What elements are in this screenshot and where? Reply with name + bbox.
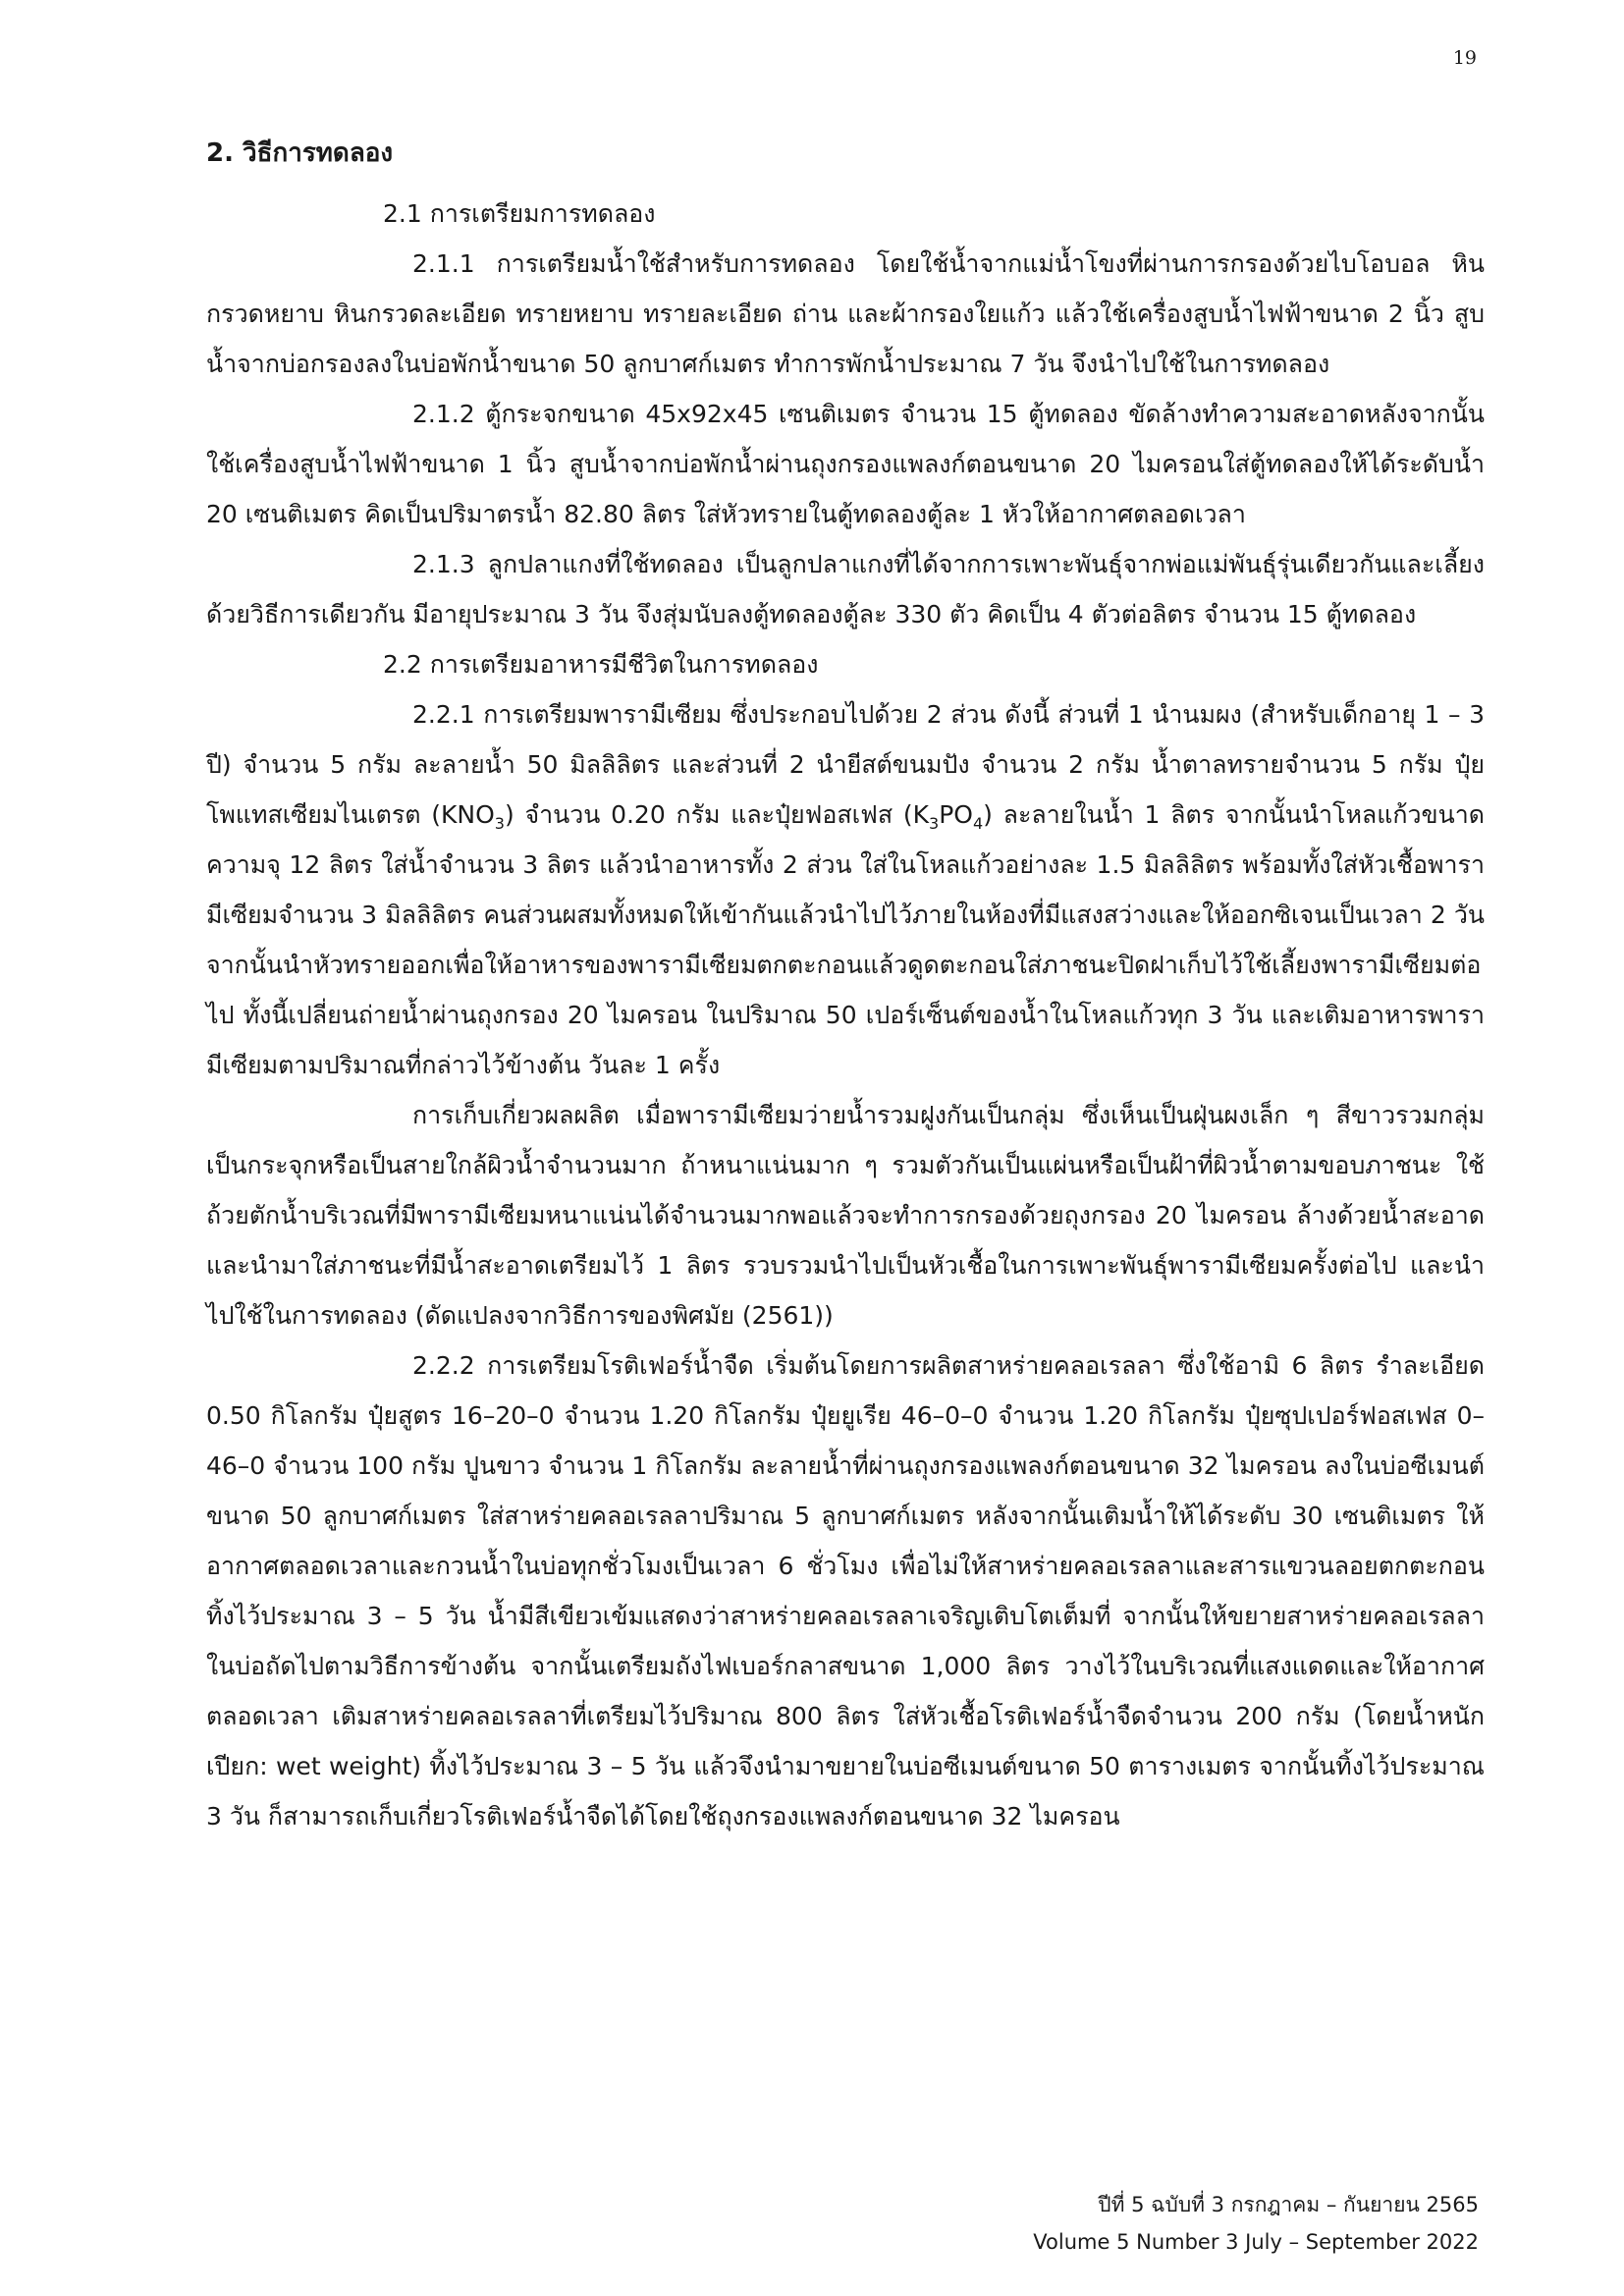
subsection-2-1-title: 2.1 การเตรียมการทดลอง xyxy=(383,198,656,228)
footer-english: Volume 5 Number 3 July – September 2022 xyxy=(1033,2230,1479,2254)
subscript-kno3: 3 xyxy=(494,813,505,833)
subscript-k3: 3 xyxy=(929,813,940,833)
paragraph-2-2-1-part-b: ) จำนวน 0.20 กรัม และปุ๋ยฟอสเฟส (K xyxy=(504,799,929,829)
paragraph-2-2-2: 2.2.2 การเตรียมโรติเฟอร์น้ำจืด เริ่มต้นโดยการผลิตสาหร่ายคลอเรลลา ซึ่งใช้อามิ 6 ลิตร รำละเอียด 0.50 กิโลกรัม ปุ๋ยสูตร 16–20–0 จำนวน 1.20 กิโลกรัม ปุ๋ยยูเรีย 46–0–0 จำนวน 1.20 กิโลกรัม ปุ๋ยซุปเปอร์ฟอสเฟส 0–46–0 จำนวน 100 กรัม ปูนขาว จำนวน 1 กิโลกรัม ละลายน้ำที่ผ่านถุงกรองแพลงก์ตอนขนาด 32 ไมครอน ลงในบ่อซีเมนต์ขนาด 50 ลูกบาศก์เมตร ใส่สาหร่ายคลอเรลลาปริมาณ 5 ลูกบาศก์เมตร หลังจากนั้นเติมน้ำให้ได้ระดับ 30 เซนติเมตร ให้อากาศตลอดเวลาและกวนน้ำในบ่อทุกชั่วโมงเป็นเวลา 6 ชั่วโมง เพื่อไม่ให้สาหร่ายคลอเรลลาและสารแขวนลอยตกตะกอน ทิ้งไว้ประมาณ 3 – 5 วัน น้ำมีสีเขียวเข้มแสดงว่าสาหร่ายคลอเรลลาเจริญเติบโตเต็มที่ จากนั้นให้ขยายสาหร่ายคลอเรลลาในบ่อถัดไปตามวิธีการข้างต้น จากนั้นเตรียมถังไฟเบอร์กลาสขนาด 1,000 ลิตร วางไว้ในบริเวณที่แสงแดดและให้อากาศตลอดเวลา เติมสาหร่ายคลอเรลลาที่เตรียมไว้ปริมาณ 800 ลิตร ใส่หัวเชื้อโรติเฟอร์น้ำจืดจำนวน 200 กรัม (โดยน้ำหนักเปียก: wet weight) ทิ้งไว้ประมาณ 3 – 5 วัน แล้วจึงนำมาขยายในบ่อซีเมนต์ขนาด 50 ตารางเมตร จากนั้นทิ้งไว้ประมาณ 3 วัน ก็สามารถเก็บเกี่ยวโรติเฟอร์น้ำจืดได้โดยใช้ถุงกรองแพลงก์ตอนขนาด 32 ไมครอน xyxy=(206,1350,1485,1831)
subsection-2-2-title: 2.2 การเตรียมอาหารมีชีวิตในการทดลอง xyxy=(383,649,819,679)
journal-footer xyxy=(1033,2186,1479,2261)
paragraph-2-1-1: 2.1.1 การเตรียมน้ำใช้สำหรับการทดลอง โดยใช้น้ำจากแม่น้ำโขงที่ผ่านการกรองด้วยไบโอบอล หินกรวดหยาบ หินกรวดละเอียด ทรายหยาบ ทรายละเอียด ถ่าน และผ้ากรองใยแก้ว แล้วใช้เครื่องสูบน้ำไฟฟ้าขนาด 2 นิ้ว สูบน้ำจากบ่อกรองลงในบ่อพักน้ำขนาด 50 ลูกบาศก์เมตร ทำการพักน้ำประมาณ 7 วัน จึงนำไปใช้ในการทดลอง xyxy=(206,248,1485,378)
paragraph-2-2-1-part-a: 2.2.1 การเตรียมพารามีเซียม ซึ่งประกอบไปด้วย 2 ส่วน ดังนี้ ส่วนที่ 1 นำนมผง (สำหรับเด็กอายุ 1 – 3 ปี) จำนวน 5 กรัม ละลายน้ำ 50 มิลลิลิตร และส่วนที่ 2 นำยีสต์ขนมปัง จำนวน 2 กรัม น้ำตาลทรายจำนวน 5 กรัม ปุ๋ยโพแทสเซียมไนเตรต (KNO xyxy=(206,699,1485,829)
paragraph-2-1-2: 2.1.2 ตู้กระจกขนาด 45x92x45 เซนติเมตร จำนวน 15 ตู้ทดลอง ขัดล้างทำความสะอาดหลังจากนั้นใช้เครื่องสูบน้ำไฟฟ้าขนาด 1 นิ้ว สูบน้ำจากบ่อพักน้ำผ่านถุงกรองแพลงก์ตอนขนาด 20 ไมครอนใส่ตู้ทดลองให้ได้ระดับน้ำ 20 เซนติเมตร คิดเป็นปริมาตรน้ำ 82.80 ลิตร ใส่หัวทรายในตู้ทดลองตู้ละ 1 หัวให้อากาศตลอดเวลา xyxy=(206,399,1485,528)
paragraph-2-1-3: 2.1.3 ลูกปลาแกงที่ใช้ทดลอง เป็นลูกปลาแกงที่ได้จากการเพาะพันธุ์จากพ่อแม่พันธุ์รุ่นเดียวกันและเลี้ยงด้วยวิธีการเดียวกัน มีอายุประมาณ 3 วัน จึงสุ่มนับลงตู้ทดลองตู้ละ 330 ตัว คิดเป็น 4 ตัวต่อลิตร จำนวน 15 ตู้ทดลอง xyxy=(206,549,1485,629)
section-heading: 2. วิธีการทดลอง xyxy=(206,138,394,168)
paragraph-2-2-1-part-c: PO xyxy=(939,799,973,829)
paragraph-2-2-1-part-d: ) ละลายในน้ำ 1 ลิตร จากนั้นนำโหลแก้วขนาดความจุ 12 ลิตร ใส่น้ำจำนวน 3 ลิตร แล้วนำอาหารทั้ง 2 ส่วน ใส่ในโหลแก้วอย่างละ 1.5 มิลลิลิตร พร้อมทั้งใส่หัวเชื้อพารามีเซียมจำนวน 3 มิลลิลิตร คนส่วนผสมทั้งหมดให้เข้ากันแล้วนำไปไว้ภายในห้องที่มีแสงสว่างและให้ออกซิเจนเป็นเวลา 2 วัน จากนั้นนำหัวทรายออกเพื่อให้อาหารของพารามีเซียมตกตะกอนแล้วดูดตะกอนใส่ภาชนะปิดฝาเก็บไว้ใช้เลี้ยงพารามีเซียมต่อไป ทั้งนี้เปลี่ยนถ่ายน้ำผ่านถุงกรอง 20 ไมครอน ในปริมาณ 50 เปอร์เซ็นต์ของน้ำในโหลแก้วทุก 3 วัน และเติมอาหารพารามีเซียมตามปริมาณที่กล่าวไว้ข้างต้น วันละ 1 ครั้ง xyxy=(206,799,1485,1079)
paragraph-harvest: การเก็บเกี่ยวผลผลิต เมื่อพารามีเซียมว่ายน้ำรวมฝูงกันเป็นกลุ่ม ซึ่งเห็นเป็นฝุ่นผงเล็ก ๆ สีขาวรวมกลุ่มเป็นกระจุกหรือเป็นสายใกล้ผิวน้ำจำนวนมาก ถ้าหนาแน่นมาก ๆ รวมตัวกันเป็นแผ่นหรือเป็นฝ้าที่ผิวน้ำตามขอบภาชนะ ใช้ถ้วยตักน้ำบริเวณที่มีพารามีเซียมหนาแน่นได้จำนวนมากพอแล้วจะทำการกรองด้วยถุงกรอง 20 ไมครอน ล้างด้วยน้ำสะอาดและนำมาใส่ภาชนะที่มีน้ำสะอาดเตรียมไว้ 1 ลิตร รวบรวมนำไปเป็นหัวเชื้อในการเพาะพันธุ์พารามีเซียมครั้งต่อไป และนำไปใช้ในการทดลอง (ดัดแปลงจากวิธีการของพิศมัย (2561)) xyxy=(206,1100,1485,1330)
article-body xyxy=(206,137,1485,1841)
page-number: 19 xyxy=(1452,47,1477,69)
paragraph-2-2-1 xyxy=(206,689,1485,1090)
subscript-po4: 4 xyxy=(972,813,984,833)
footer-thai: ปีที่ 5 ฉบับที่ 3 กรกฎาคม – กันยายน 2565 xyxy=(1098,2193,1479,2216)
